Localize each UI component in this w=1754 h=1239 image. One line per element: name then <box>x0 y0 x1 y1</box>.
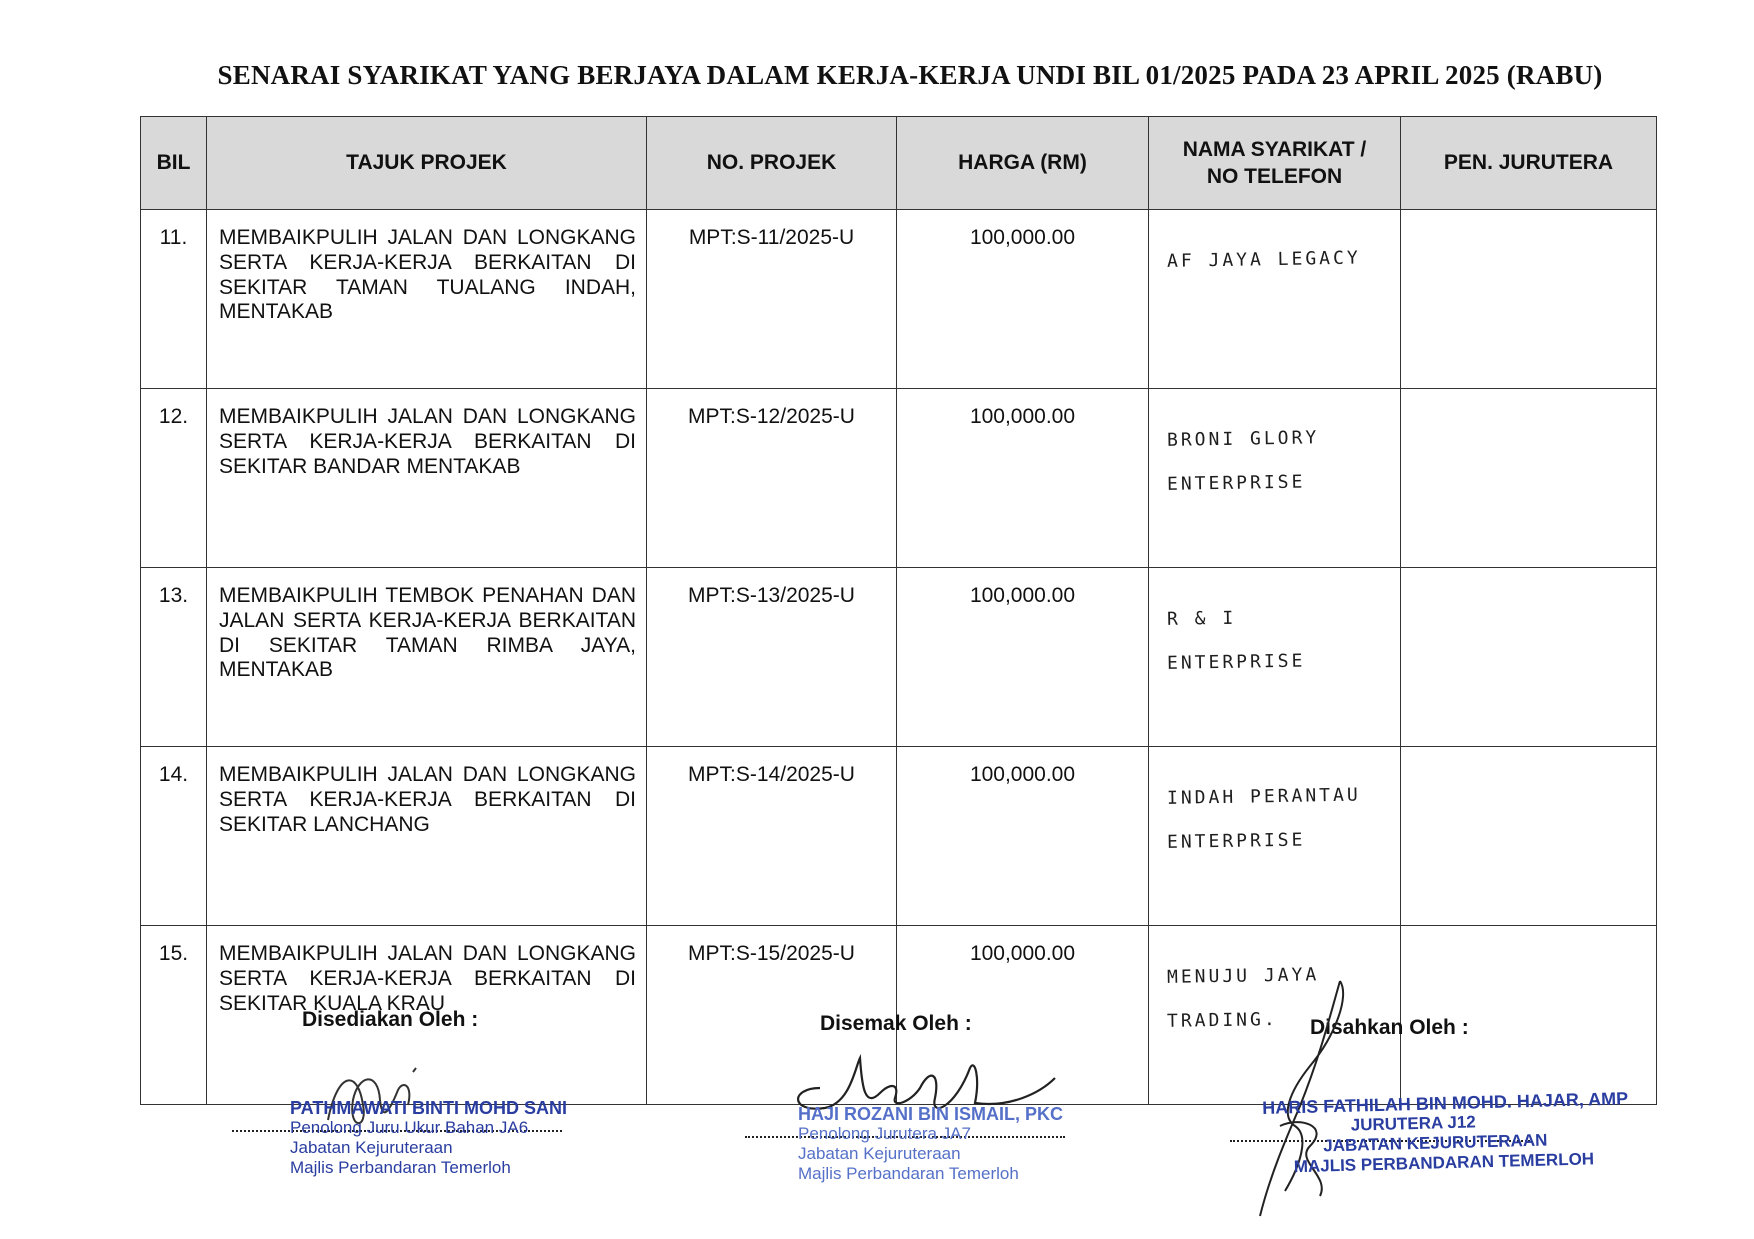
cell-bil: 13. <box>141 568 207 747</box>
checked-by-heading: Disemak Oleh : <box>820 1012 972 1035</box>
header-tajuk-projek: TAJUK PROJEK <box>207 117 647 210</box>
cell-bil: 15. <box>141 926 207 1105</box>
table-row <box>141 389 1657 568</box>
handwritten-company-line1: BRONI GLORY <box>1166 427 1320 451</box>
handwritten-company-line2: TRADING. <box>1166 1008 1278 1032</box>
header-nama-syarikat-line2: NO TELEFON <box>1206 165 1343 188</box>
checked-by-name: HAJI ROZANI BIN ISMAIL, PKC <box>798 1104 1064 1124</box>
cell-no-projek: MPT:S-12/2025-U <box>647 389 897 568</box>
header-nama-syarikat-line1: NAMA SYARIKAT / <box>1182 137 1367 161</box>
cell-harga: 100,000.00 <box>897 210 1149 389</box>
handwritten-company-line2: ENTERPRISE <box>1166 471 1306 495</box>
cell-no-projek: MPT:S-15/2025-U <box>647 926 897 1105</box>
handwritten-company-line1: AF JAYA LEGACY <box>1166 247 1361 272</box>
cell-tajuk: MEMBAIKPULIH JALAN DAN LONGKANG SERTA KERJA-KERJA BERKAITAN DI SEKITAR KUALA KRAU <box>207 926 647 1105</box>
approved-by-org: MAJLIS PERBANDARAN TEMERLOH <box>1293 1149 1595 1177</box>
cell-nama-syarikat <box>1149 389 1401 568</box>
prepared-by-dept: Jabatan Kejuruteraan <box>290 1138 453 1157</box>
page-title: SENARAI SYARIKAT YANG BERJAYA DALAM KERJA-KERJA UNDI BIL 01/2025 PADA 23 APRIL 2025 (RABU) <box>217 60 1603 90</box>
cell-harga: 100,000.00 <box>897 568 1149 747</box>
cell-pen-jurutera <box>1401 210 1657 389</box>
prepared-by-position: Penolong Juru Ukur Bahan JA6 <box>290 1118 529 1137</box>
header-nama-syarikat <box>1149 117 1401 210</box>
handwritten-company-line2: ENTERPRISE <box>1166 829 1306 853</box>
header-harga: HARGA (RM) <box>897 117 1149 210</box>
cell-tajuk: MEMBAIKPULIH JALAN DAN LONGKANG SERTA KERJA-KERJA BERKAITAN DI SEKITAR TAMAN TUALANG INDAH, MENTAKAB <box>207 210 647 389</box>
approved-by-position: JURUTERA J12 <box>1350 1112 1476 1135</box>
handwritten-company-line1: INDAH PERANTAU <box>1166 784 1361 809</box>
approved-by-name: HARIS FATHILAH BIN MOHD. HAJAR, AMP <box>1262 1088 1629 1118</box>
cell-tajuk: MEMBAIKPULIH JALAN DAN LONGKANG SERTA KERJA-KERJA BERKAITAN DI SEKITAR BANDAR MENTAKAB <box>207 389 647 568</box>
table-row <box>141 210 1657 389</box>
approved-by-stamp <box>1262 1088 1630 1178</box>
cell-no-projek: MPT:S-13/2025-U <box>647 568 897 747</box>
cell-tajuk: MEMBAIKPULIH JALAN DAN LONGKANG SERTA KERJA-KERJA BERKAITAN DI SEKITAR LANCHANG <box>207 747 647 926</box>
prepared-by-org: Majlis Perbandaran Temerloh <box>290 1158 511 1177</box>
handwritten-company-line2: ENTERPRISE <box>1166 650 1306 674</box>
companies-table <box>140 116 1657 1105</box>
cell-harga: 100,000.00 <box>897 389 1149 568</box>
prepared-by-stamp <box>290 1098 567 1178</box>
checked-by-dept: Jabatan Kejuruteraan <box>798 1144 961 1163</box>
header-bil: BIL <box>141 117 207 210</box>
cell-pen-jurutera <box>1401 926 1657 1105</box>
cell-nama-syarikat <box>1149 568 1401 747</box>
header-pen-jurutera: PEN. JURUTERA <box>1401 117 1657 210</box>
cell-no-projek: MPT:S-11/2025-U <box>647 210 897 389</box>
handwritten-company-line1: R & I <box>1166 607 1237 630</box>
prepared-by-heading: Disediakan Oleh : <box>302 1008 479 1031</box>
header-no-projek: NO. PROJEK <box>647 117 897 210</box>
table-row <box>141 747 1657 926</box>
cell-nama-syarikat <box>1149 747 1401 926</box>
cell-harga: 100,000.00 <box>897 747 1149 926</box>
checked-by-org: Majlis Perbandaran Temerloh <box>798 1164 1019 1183</box>
cell-tajuk: MEMBAIKPULIH TEMBOK PENAHAN DAN JALAN SERTA KERJA-KERJA BERKAITAN DI SEKITAR TAMAN RIMBA JAYA, MENTAKAB <box>207 568 647 747</box>
cell-bil: 14. <box>141 747 207 926</box>
table-header-row <box>141 117 1657 210</box>
checked-by-stamp <box>798 1104 1063 1184</box>
table-row <box>141 568 1657 747</box>
cell-harga: 100,000.00 <box>897 926 1149 1105</box>
cell-no-projek: MPT:S-14/2025-U <box>647 747 897 926</box>
cell-pen-jurutera <box>1401 568 1657 747</box>
cell-pen-jurutera <box>1401 747 1657 926</box>
handwritten-company-line1: MENUJU JAYA <box>1166 964 1320 988</box>
cell-bil: 12. <box>141 389 207 568</box>
cell-pen-jurutera <box>1401 389 1657 568</box>
prepared-by-name: PATHMAWATI BINTI MOHD SANI <box>290 1098 567 1118</box>
approved-by-dept: JABATAN KEJURUTERAAN <box>1323 1130 1548 1156</box>
approved-by-heading: Disahkan Oleh : <box>1310 1016 1469 1039</box>
cell-bil: 11. <box>141 210 207 389</box>
cell-nama-syarikat <box>1149 210 1401 389</box>
checked-by-position: Penolong Jurutera JA7 <box>798 1124 971 1143</box>
